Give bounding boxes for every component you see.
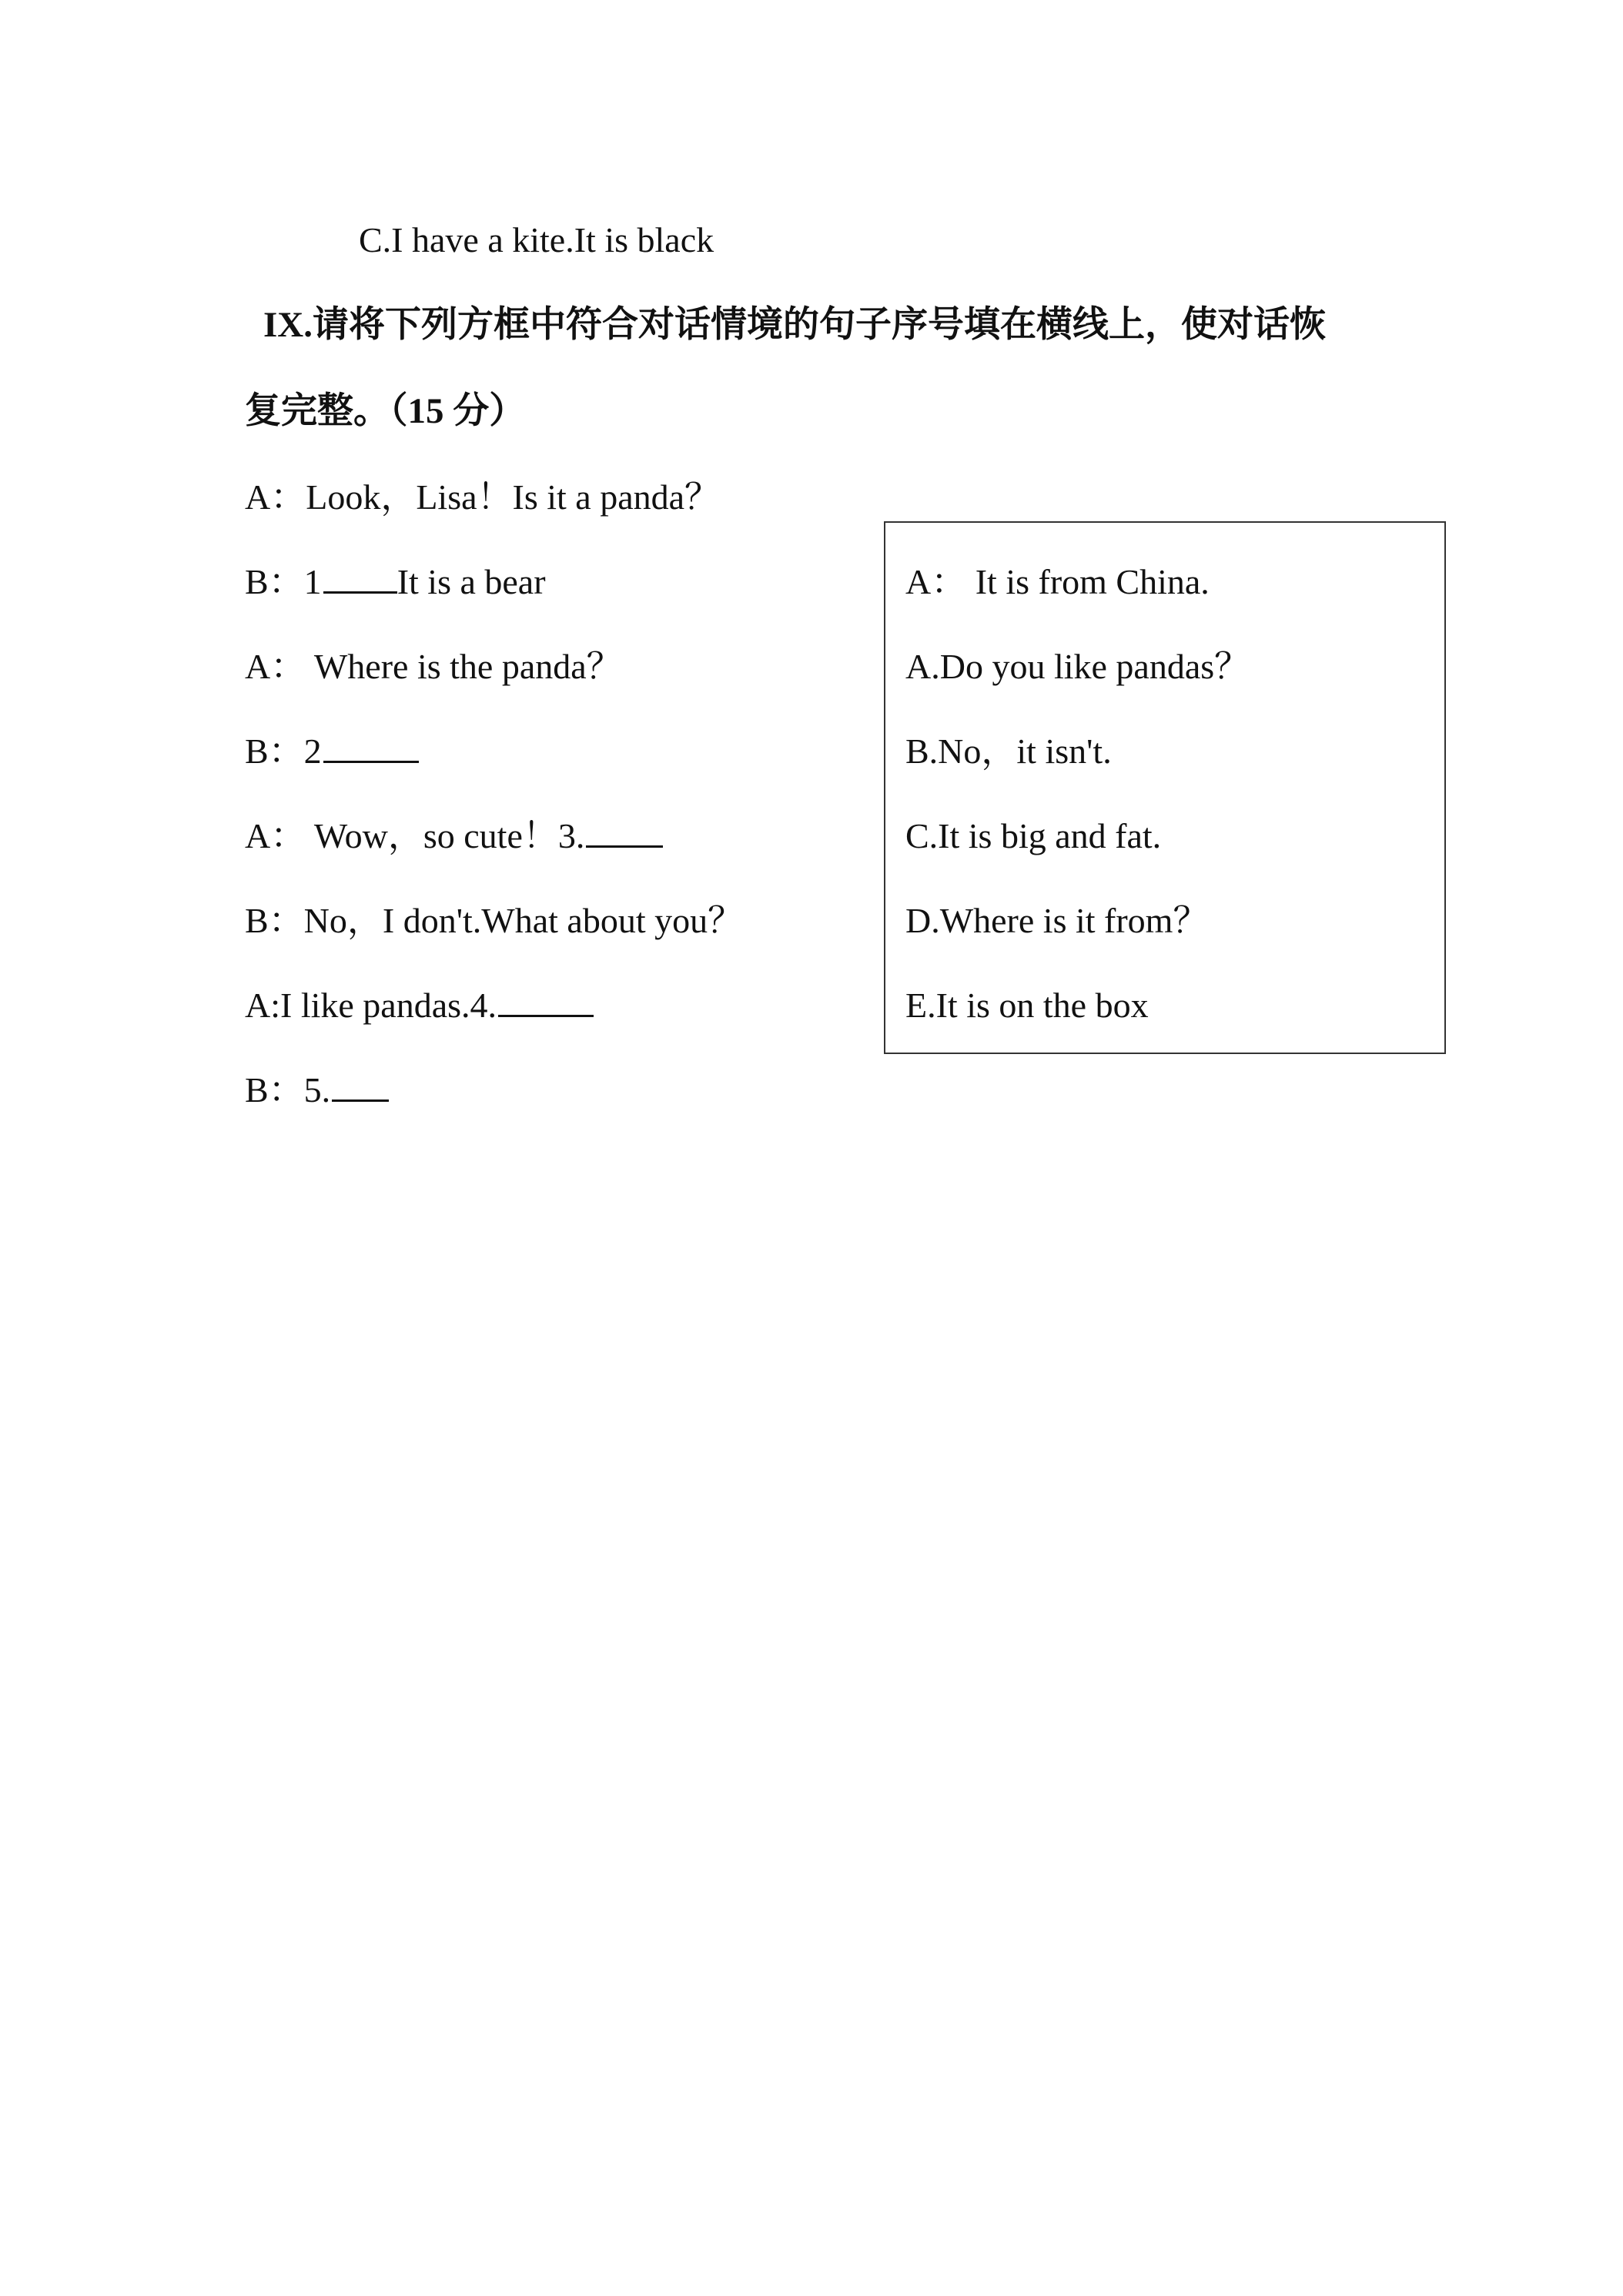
dialogue-line-5-prefix: A： Wow，so cute！3.: [245, 816, 585, 855]
section-close-paren: ）: [489, 390, 526, 432]
dialogue-line-5: [245, 813, 663, 859]
section-score: 15 分: [407, 391, 490, 431]
answer-blank-2[interactable]: [323, 730, 419, 763]
section-instruction-line2: 复完整。（: [245, 390, 408, 432]
dialogue-line-4: [245, 728, 419, 775]
section-heading: [263, 302, 1326, 348]
dialogue-line-7-prefix: A:I like pandas.4.: [245, 986, 497, 1025]
dialogue-line-4-prefix: B：2: [245, 731, 322, 771]
section-heading-line2: [245, 388, 525, 434]
dialogue-line-6: B：No，I don't.What about you？: [245, 901, 744, 940]
previous-question-option-c: C.I have a kite.It is black: [359, 220, 714, 259]
answer-blank-1[interactable]: [323, 561, 397, 594]
option-e: E.It is on the box: [905, 986, 1149, 1025]
option-a-do-you-like: A.Do you like pandas？: [905, 647, 1250, 686]
option-d: D.Where is it from？: [905, 901, 1209, 940]
dialogue-line-2: [245, 559, 546, 605]
answer-blank-5[interactable]: [332, 1069, 389, 1102]
dialogue-line-3: A： Where is the panda？: [245, 647, 622, 686]
option-a-from-china: A： It is from China.: [905, 562, 1210, 601]
dialogue-line-8-prefix: B：5.: [245, 1070, 331, 1110]
section-instruction-line1: 请将下列方框中符合对话情境的句子序号填在横线上，使对话恢: [312, 303, 1326, 346]
dialogue-line-8: [245, 1067, 389, 1113]
answer-blank-4[interactable]: [498, 984, 594, 1017]
section-number: IX.: [263, 305, 313, 345]
option-b: B.No，it isn't.: [905, 731, 1112, 771]
option-c: C.It is big and fat.: [905, 816, 1162, 855]
dialogue-line-2-suffix: It is a bear: [397, 562, 546, 601]
dialogue-line-7: [245, 982, 594, 1029]
dialogue-line-1: A：Look，Lisa！Is it a panda？: [245, 477, 721, 517]
options-box: [884, 521, 1446, 1054]
dialogue-line-2-prefix: B：1: [245, 562, 322, 601]
answer-blank-3[interactable]: [586, 815, 663, 848]
